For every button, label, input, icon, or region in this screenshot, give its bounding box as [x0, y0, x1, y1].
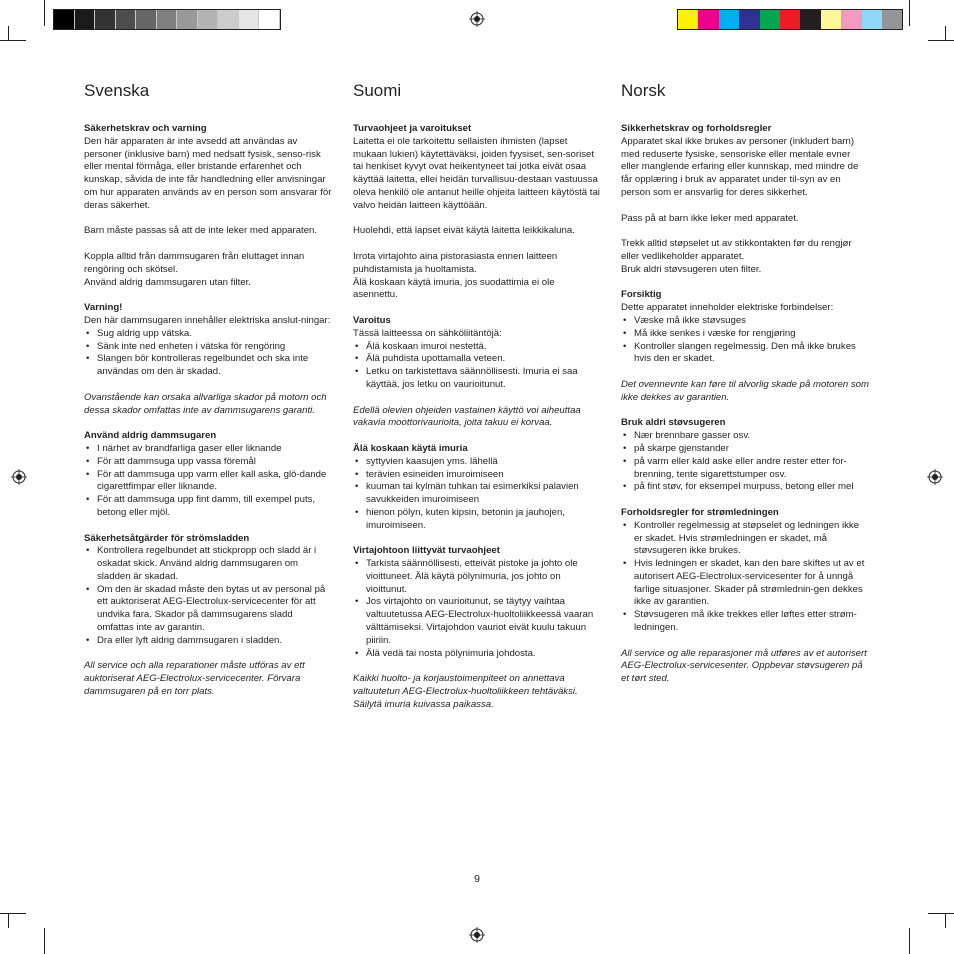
- section-heading: Älä koskaan käytä imuria: [353, 442, 468, 454]
- section: [621, 379, 869, 405]
- section-heading: Varoitus: [353, 314, 391, 326]
- section: [84, 533, 332, 648]
- bullet-item: • Må ikke senkes i væske for rengjøring: [621, 328, 869, 341]
- paragraph: Trekk alltid støpselet ut av stikkontakten før du rengjør eller vedlikeholder apparatet.: [621, 238, 852, 262]
- bullet-item: • Om den är skadad måste den bytas ut av personal på ett auktoriserat AEG-Electrolux-servicecenter för att undvika fara. Skador på dammsugarens sladd omfattas inte av garantin.: [84, 584, 332, 635]
- bullet-list: [353, 456, 601, 533]
- bullet-item: • Sug aldrig upp vätska.: [84, 328, 332, 341]
- section: [353, 315, 601, 392]
- bullet-item: • på skarpe gjenstander: [621, 443, 869, 456]
- bullet-list: [621, 315, 869, 366]
- paragraph-gap: [621, 200, 869, 213]
- bullet-item: • Væske må ikke støvsuges: [621, 315, 869, 328]
- section: [353, 443, 601, 533]
- column-suomi: [353, 80, 601, 724]
- section: [621, 648, 869, 686]
- paragraph: Barn måste passas så att de inte leker med apparaten.: [84, 225, 318, 237]
- column-title: Svenska: [84, 81, 150, 100]
- paragraph: Bruk aldri støvsugeren uten filter.: [621, 263, 762, 275]
- crop-mark: [8, 914, 9, 928]
- column-title: Suomi: [353, 81, 402, 100]
- bullet-list: [84, 328, 332, 379]
- calibration-swatch: [177, 10, 198, 29]
- column-title: Norsk: [621, 81, 666, 100]
- column-norsk: [621, 80, 869, 699]
- paragraph-gap: [621, 225, 869, 238]
- paragraph: Den här apparaten är inte avsedd att användas av personer (inklusive barn) med nedsatt fysisk, senso-risk eller mental förmåga, eller bristande erfarenhet och kunskap, såvida de inte får handledning eller anvisningar om hur apparaten används av en person som ansvarar för deras säkerhet.: [84, 135, 332, 211]
- calibration-swatch: [821, 10, 841, 29]
- paragraph-gap: [84, 213, 332, 226]
- bullet-item: • Älä vedä tai nosta pölynimuria johdosta.: [353, 648, 601, 661]
- section-heading: Forsiktig: [621, 289, 662, 301]
- section: [353, 545, 601, 660]
- calibration-swatch: [136, 10, 157, 29]
- section-heading: Forholdsregler for strømledningen: [621, 506, 779, 518]
- calibration-swatch: [198, 10, 219, 29]
- crop-mark: [44, 928, 45, 954]
- column-svenska: [84, 80, 332, 712]
- bullet-item: • Älä puhdista upottamalla veteen.: [353, 353, 601, 366]
- crop-mark: [909, 0, 910, 26]
- bullet-item: • Nær brennbare gasser osv.: [621, 430, 869, 443]
- calibration-swatch: [95, 10, 116, 29]
- section: [84, 302, 332, 379]
- calibration-swatch: [239, 10, 260, 29]
- bullet-item: • på varm eller kald aske eller andre rester etter for-brenning, tente sigarettstumper osv.: [621, 456, 869, 482]
- paragraph: Huolehdi, että lapset eivät käytä laitetta leikkikaluna.: [353, 225, 575, 237]
- bullet-item: • För att dammsuga upp fint damm, till exempel puts, betong eller mjöl.: [84, 494, 332, 520]
- calibration-swatch: [862, 10, 882, 29]
- section-heading: Säkerhetsåtgärder för strömsladden: [84, 532, 250, 544]
- bullet-item: • terävien esineiden imuroimiseen: [353, 469, 601, 482]
- section: [621, 507, 869, 635]
- section: [353, 405, 601, 431]
- section: [84, 392, 332, 418]
- registration-mark-icon: [469, 927, 485, 943]
- crop-mark: [945, 26, 946, 40]
- bullet-item: • Tarkista säännöllisesti, etteivät pistoke ja johto ole vioittuneet. Älä käytä pölynimuria, jos johto on vioittunut.: [353, 558, 601, 596]
- color-calibration-bar: [677, 9, 903, 30]
- bullet-item: • Kontrollera regelbundet att stickpropp och sladd är i oskadat skick. Använd aldrig dammsugaren om sladden är skadad.: [84, 545, 332, 583]
- bullet-list: [84, 443, 332, 520]
- calibration-swatch: [678, 10, 698, 29]
- paragraph: Dette apparatet inneholder elektriske forbindelser:: [621, 302, 834, 314]
- bullet-item: • Kontroller slangen regelmessig. Den må ikke brukes hvis den er skadet.: [621, 341, 869, 367]
- italic-note: Kaikki huolto- ja korjaustoimenpiteet on annettava valtuutetun AEG-Electrolux-huoltoliikkeen tehtäväksi. Säilytä imuria kuivassa paikassa.: [353, 673, 578, 710]
- calibration-swatch: [800, 10, 820, 29]
- calibration-swatch: [760, 10, 780, 29]
- crop-mark: [928, 40, 954, 41]
- page-number: 9: [474, 873, 480, 885]
- crop-mark: [945, 914, 946, 928]
- calibration-swatch: [259, 10, 280, 29]
- bullet-item: • kuuman tai kylmän tuhkan tai esimerkiksi palavien savukkeiden imuroimiseen: [353, 481, 601, 507]
- italic-note: Edellä olevien ohjeiden vastainen käyttö voi aiheuttaa vakavia moottorivaurioita, joita takuu ei korvaa.: [353, 404, 581, 429]
- bullet-item: • Letku on tarkistettava säännöllisesti. Imuria ei saa käyttää, jos letku on vaurioitunut.: [353, 366, 601, 392]
- bullet-item: • Sänk inte ned enheten i vätska för rengöring: [84, 341, 332, 354]
- registration-mark-icon: [469, 11, 485, 27]
- paragraph: Laitetta ei ole tarkoitettu sellaisten ihmisten (lapset mukaan lukien) käytettäväksi, joiden fyysiset, sen-soriset tai henkiset kyvyt ovat heikentyneet tai jotka eivät osaa käyttää laitetta, ellei heidän turvallisuu-destaan vastuussa oleva henkilö ole antanut heille ohjeita laitteen käytöstä tai valvo heidän laitteen käyttöään.: [353, 135, 600, 211]
- calibration-swatch: [698, 10, 718, 29]
- bullet-item: • I närhet av brandfarliga gaser eller liknande: [84, 443, 332, 456]
- crop-mark: [44, 0, 45, 26]
- registration-mark-icon: [11, 469, 27, 485]
- paragraph: Koppla alltid från dammsugaren från eluttaget innan rengöring och skötsel.: [84, 250, 305, 275]
- bullet-item: • på fint støv, for eksempel murpuss, betong eller mel: [621, 481, 869, 494]
- paragraph-gap: [353, 238, 601, 251]
- section-heading: Säkerhetskrav och varning: [84, 123, 207, 134]
- italic-note: Det ovennevnte kan føre til alvorlig skade på motoren som ikke dekkes av garantien.: [621, 378, 869, 403]
- crop-mark: [928, 913, 954, 914]
- calibration-swatch: [54, 10, 75, 29]
- italic-note: Ovanstående kan orsaka allvarliga skador på motorn och dessa skador omfattas inte av dammsugarens garanti.: [84, 391, 327, 416]
- section: [621, 417, 869, 494]
- section-heading: Sikkerhetskrav og forholdsregler: [621, 123, 772, 134]
- calibration-swatch: [719, 10, 739, 29]
- paragraph: Älä koskaan käytä imuria, jos suodattimia ei ole asennettu.: [353, 276, 555, 301]
- paragraph: Pass på at barn ikke leker med apparatet.: [621, 212, 799, 224]
- bullet-list: [621, 520, 869, 635]
- calibration-swatch: [218, 10, 239, 29]
- section: [84, 123, 332, 289]
- calibration-swatch: [75, 10, 96, 29]
- paragraph-gap: [84, 238, 332, 251]
- bullet-item: • syttyvien kaasujen yms. lähellä: [353, 456, 601, 469]
- section: [621, 289, 869, 366]
- crop-mark: [8, 26, 9, 40]
- calibration-swatch: [157, 10, 178, 29]
- bullet-list: [84, 545, 332, 647]
- calibration-swatch: [882, 10, 902, 29]
- bullet-item: • Støvsugeren må ikke trekkes eller løftes etter strøm-ledningen.: [621, 609, 869, 635]
- section-heading: Virtajohtoon liittyvät turvaohjeet: [353, 545, 500, 557]
- section-heading: Bruk aldri støvsugeren: [621, 417, 726, 429]
- bullet-item: • Jos virtajohto on vaurioitunut, se täytyy vaihtaa valtuutetussa AEG-Electrolux-huoltoliikkeessä vaaran välttämiseksi. Virtajohdon vauriot eivät kuulu takuun piiriin.: [353, 596, 601, 647]
- bullet-item: • För att dammsuga upp varm eller kall aska, glö-dande cigarettfimpar eller liknande.: [84, 469, 332, 495]
- section: [353, 673, 601, 711]
- calibration-swatch: [116, 10, 137, 29]
- paragraph: Irrota virtajohto aina pistorasiasta ennen laitteen puhdistamista ja huoltamista.: [353, 250, 558, 275]
- paragraph: Den här dammsugaren innehåller elektriska anslut-ningar:: [84, 314, 331, 326]
- calibration-swatch: [780, 10, 800, 29]
- bullet-item: • hienon pölyn, kuten kipsin, betonin ja jauhojen, imuroimiseen.: [353, 507, 601, 533]
- bullet-list: [621, 430, 869, 494]
- section-heading: Turvaohjeet ja varoitukset: [353, 123, 472, 134]
- paragraph: Apparatet skal ikke brukes av personer (inkludert barn) med reduserte fysiske, sensoriske eller mentale evner eller manglende erfaring eller kunnskap, med mindre de får opplæring i bruk av apparatet under til-syn av en person som er ansvarlig for deres sikkerhet.: [621, 135, 859, 198]
- bullet-list: [353, 558, 601, 660]
- section: [353, 123, 601, 302]
- bullet-list: [353, 341, 601, 392]
- italic-note: All service og alle reparasjoner må utføres av et autorisert AEG-Electrolux-servicesenter. Oppbevar støvsugeren på et tørt sted.: [621, 647, 867, 685]
- paragraph-gap: [353, 213, 601, 226]
- crop-mark: [0, 40, 26, 41]
- section-heading: Använd aldrig dammsugaren: [84, 430, 217, 442]
- paragraph: Använd aldrig dammsugaren utan filter.: [84, 276, 251, 288]
- bullet-item: • Älä koskaan imuroi nestettä.: [353, 341, 601, 354]
- grayscale-calibration-bar: [53, 9, 281, 30]
- section: [84, 430, 332, 520]
- bullet-item: • Kontroller regelmessig at støpselet og ledningen ikke er skadet. Hvis strømledningen er skadet, må støvsugeren ikke brukes.: [621, 520, 869, 558]
- section: [84, 660, 332, 698]
- bullet-item: • Slangen bör kontrolleras regelbundet och ska inte användas om den är skadad.: [84, 353, 332, 379]
- bullet-item: • Dra eller lyft aldrig dammsugaren i sladden.: [84, 635, 332, 648]
- italic-note: All service och alla reparationer måste utföras av ett auktoriserat AEG-Electrolux-servicecenter. Förvara dammsugaren på en torr plats.: [84, 660, 305, 698]
- section: [621, 123, 869, 277]
- bullet-item: • För att dammsuga upp vassa föremål: [84, 456, 332, 469]
- crop-mark: [0, 913, 26, 914]
- section-heading: Varning!: [84, 302, 123, 314]
- registration-mark-icon: [927, 469, 943, 485]
- paragraph: Tässä laitteessa on sähköliitäntöjä:: [353, 327, 502, 339]
- calibration-swatch: [841, 10, 861, 29]
- calibration-swatch: [739, 10, 759, 29]
- bullet-item: • Hvis ledningen er skadet, kan den bare skiftes ut av et autorisert AEG-Electrolux-servicesenter for å unngå farlige situasjoner. Skader på strømlednin-gen dekkes ikke av garantien.: [621, 558, 869, 609]
- crop-mark: [909, 928, 910, 954]
